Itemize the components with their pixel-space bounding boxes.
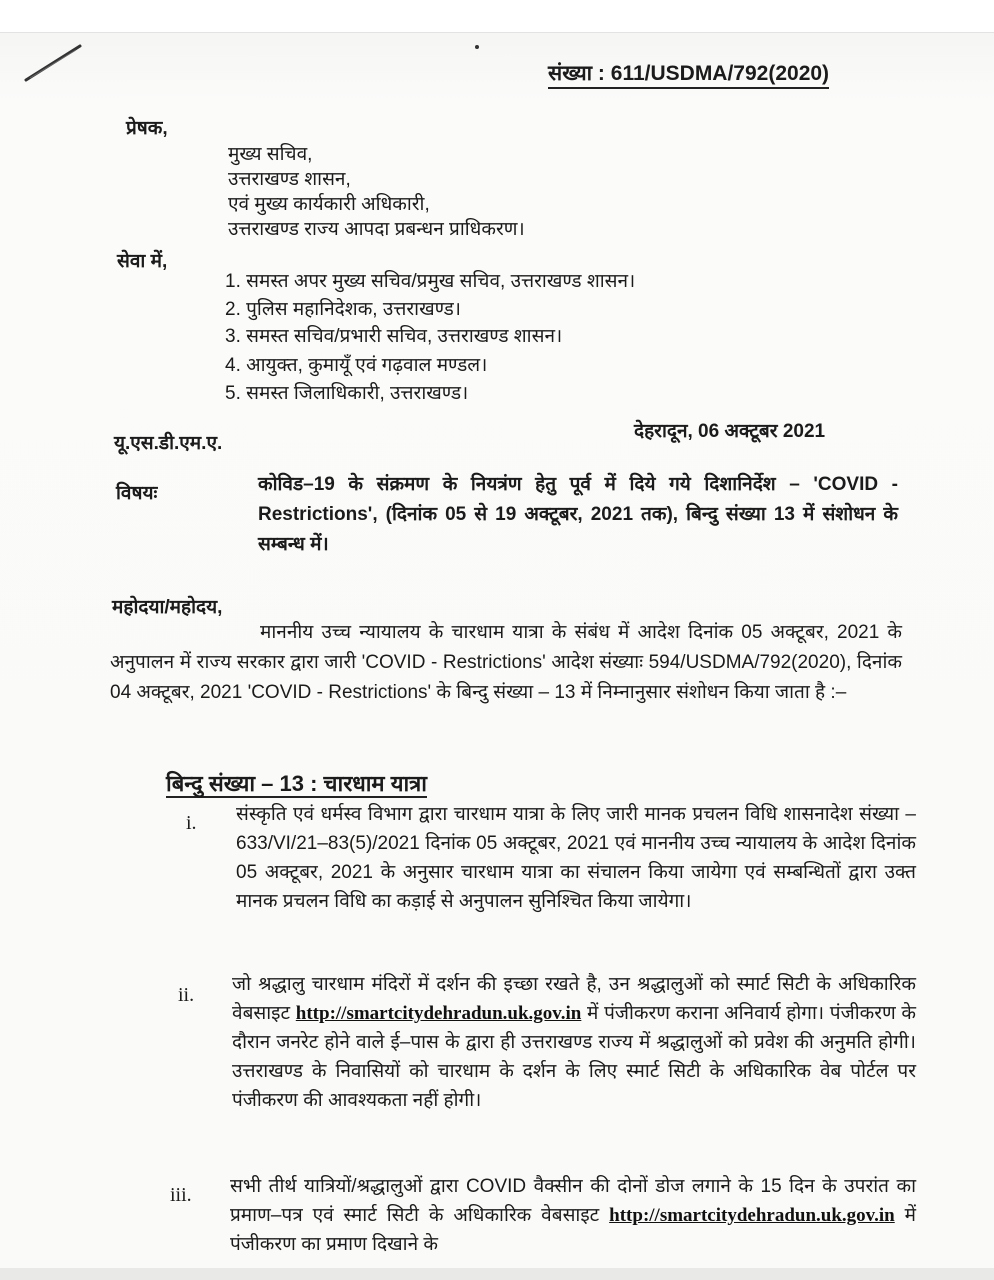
reference-number: संख्या : 611/USDMA/792(2020) xyxy=(548,62,829,89)
sender-line: मुख्य सचिव, xyxy=(228,144,313,165)
sender-line: उत्तराखण्ड राज्य आपदा प्रबन्धन प्राधिकरण। xyxy=(228,219,525,240)
pen-mark-icon xyxy=(22,40,86,84)
sender-line: उत्तराखण्ड शासन, xyxy=(228,169,351,190)
stray-dot xyxy=(475,45,479,49)
smartcity-link[interactable]: http://smartcitydehradun.uk.gov.in xyxy=(295,1003,582,1024)
point-text xyxy=(232,970,916,1115)
section-heading: बिन्दु संख्या – 13 : चारधाम यात्रा xyxy=(166,771,427,796)
page-top-edge xyxy=(0,0,994,33)
subject-label: विषयः xyxy=(116,483,158,504)
sender-line: एवं मुख्य कार्यकारी अधिकारी, xyxy=(228,194,430,215)
subject-text: कोविड–19 के संक्रमण के नियत्रंण हेतु पूर्व में दिये गये दिशानिर्देश – 'COVID - Restrictions', (दिनांक 05 से 19 अक्टूबर, 2021 तक), बिन्दु संख्या 13 में संशोधन के सम्बन्ध में। xyxy=(258,474,898,555)
sender-label: प्रेषक, xyxy=(126,118,168,139)
recipient-item: 5. समस्त जिलाधिकारी, उत्तराखण्ड। xyxy=(225,383,469,404)
point-text-part: में पंजीकरण का प्रमाण दिखाने के xyxy=(230,1205,916,1255)
salutation: महोदया/महोदय, xyxy=(112,597,223,618)
point-text-part: में पंजीकरण कराना अनिवार्य होगा। पंजीकरण के दौरान जनरेट होने वाले ई–पास के द्वारा ही उत्तराखण्ड राज्य में श्रद्धालुओं को प्रवेश की अनुमति होगी। उत्तराखण्ड के निवासियों को चारधाम के दर्शन के लिए स्मार्ट सिटी के अधिकारिक वेब पोर्टल पर पंजीकरण की आवश्यकता नहीं होगी। xyxy=(232,1003,916,1111)
smartcity-link[interactable]: http://smartcitydehradun.uk.gov.in xyxy=(609,1205,895,1226)
recipient-item: 3. समस्त सचिव/प्रभारी सचिव, उत्तराखण्ड शासन। xyxy=(225,326,563,347)
point-number: i. xyxy=(186,812,197,834)
page-bottom-edge xyxy=(0,1268,994,1280)
recipient-item: 1. समस्त अपर मुख्य सचिव/प्रमुख सचिव, उत्तराखण्ड शासन। xyxy=(225,271,636,292)
point-text xyxy=(230,1172,916,1259)
point-number: iii. xyxy=(170,1184,192,1206)
body-paragraph: माननीय उच्च न्यायालय के चारधाम यात्रा के संबंध में आदेश दिनांक 05 अक्टूबर, 2021 के अनुपालन में राज्य सरकार द्वारा जारी 'COVID - Restrictions' आदेश संख्याः 594/USDMA/792(2020), दिनांक 04 अक्टूबर, 2021 'COVID - Restrictions' के बिन्दु संख्या – 13 में निम्नानुसार संशोधन किया जाता है :– xyxy=(110,622,902,703)
recipient-item: 4. आयुक्त, कुमायूँ एवं गढ़वाल मण्डल। xyxy=(225,355,488,376)
point-text-part: सभी तीर्थ यात्रियों/श्रद्धालुओं द्वारा COVID वैक्सीन की दोनों डोज लगाने के 15 दिन के उपरांत का प्रमाण–पत्र एवं स्मार्ट सिटी के अधिकारिक वेबसाइट xyxy=(230,1176,916,1226)
place-date: देहरादून, 06 अक्टूबर 2021 xyxy=(634,421,826,442)
point-number: ii. xyxy=(178,984,195,1006)
point-text-part: जो श्रद्धालु चारधाम मंदिरों में दर्शन की इच्छा रखते है, उन श्रद्धालुओं को स्मार्ट सिटी के अधिकारिक वेबसाइट xyxy=(232,974,916,1024)
recipient-item: 2. पुलिस महानिदेशक, उत्तराखण्ड। xyxy=(225,299,462,320)
point-text: संस्कृति एवं धर्मस्व विभाग द्वारा चारधाम यात्रा के लिए जारी मानक प्रचलन विधि शासनादेश संख्या – 633/VI/21–83(5)/2021 दिनांक 05 अक्टूबर, 2021 एवं माननीय उच्च न्यायालय के आदेश दिनांक 05 अक्टूबर, 2021 के अनुसार चारधाम यात्रा का संचालन किया जायेगा एवं सम्बन्धितों द्वारा उक्त मानक प्रचलन विधि का कड़ाई से अनुपालन सुनिश्चित किया जायेगा। xyxy=(236,804,916,912)
to-label: सेवा में, xyxy=(117,251,168,272)
department-code: यू.एस.डी.एम.ए. xyxy=(114,433,223,454)
